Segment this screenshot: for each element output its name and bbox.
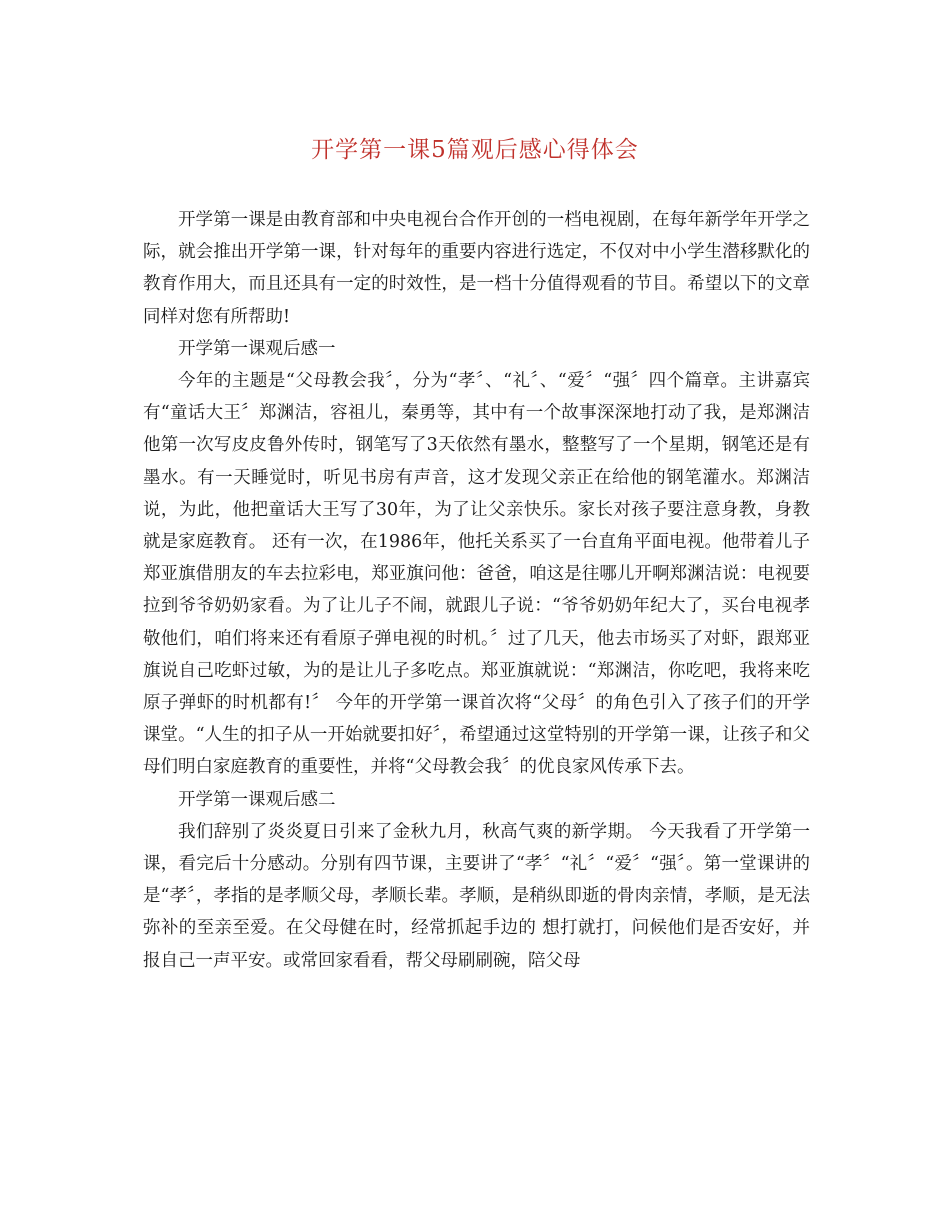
document-title: 开学第一课5篇观后感心得体会 bbox=[311, 137, 639, 163]
document-body bbox=[143, 204, 810, 977]
section-2-paragraph: 我们辞别了炎炎夏日引来了金秋九月，秋高气爽的新学期。 今天我看了开学第一课，看完后十分感动。分别有四节课，主要讲了“孝〞“礼〞“爱〞“强〞。第一堂课讲的是“孝〞，孝指的是孝顺父母，孝顺长辈。孝顺，是稍纵即逝的骨肉亲情，孝顺，是无法弥补的至亲至爱。在父母健在时，经常抓起手边的 想打就打，问候他们是否安好，并报自己一声平安。或常回家看看，帮父母刷刷碗，陪父母 bbox=[143, 821, 810, 971]
intro-paragraph: 开学第一课是由教育部和中央电视台合作开创的一档电视剧，在每年新学年开学之际，就会推出开学第一课，针对每年的重要内容进行选定，不仅对中小学生潜移默化的教育作用大，而且还具有一定的时效性，是一档十分值得观看的节目。希望以下的文章同样对您有所帮助! bbox=[143, 210, 810, 327]
section-heading-2: 开学第一课观后感二 bbox=[178, 789, 336, 810]
section-heading-1: 开学第一课观后感一 bbox=[178, 338, 336, 359]
section-1-paragraph: 今年的主题是“父母教会我〞，分为“孝〞、“礼〞、“爱〞“强〞四个篇章。主讲嘉宾有“童话大王〞郑渊洁，容祖儿，秦勇等，其中有一个故事深深地打动了我，是郑渊洁他第一次写皮皮鲁外传时，钢笔写了3天依然有墨水，整整写了一个星期，钢笔还是有墨水。有一天睡觉时，听见书房有声音，这才发现父亲正在给他的钢笔灌水。郑渊洁说，为此，他把童话大王写了30年，为了让父亲快乐。家长对孩子要注意身教，身教就是家庭教育。 还有一次，在1986年，他托关系买了一台直角平面电视。他带着儿子郑亚旗借朋友的车去拉彩电，郑亚旗问他：爸爸，咱这是往哪儿开啊郑渊洁说：电视要拉到爷爷奶奶家看。为了让儿子不闹，就跟儿子说：“爷爷奶奶年纪大了，买台电视孝敬他们，咱们将来还有看原子弹电视的时机。〞过了几天，他去市场买了对虾，跟郑亚旗说自己吃虾过敏，为的是让儿子多吃点。郑亚旗就说：“郑渊洁，你吃吧，我将来吃原子弹虾的时机都有!〞 今年的开学第一课首次将“父母〞的角色引入了孩子们的开学课堂。“人生的扣子从一开始就要扣好〞，希望通过这堂特别的开学第一课，让孩子和父母们明白家庭教育的重要性，并将“父母教会我〞的优良家风传承下去。 bbox=[143, 371, 810, 778]
